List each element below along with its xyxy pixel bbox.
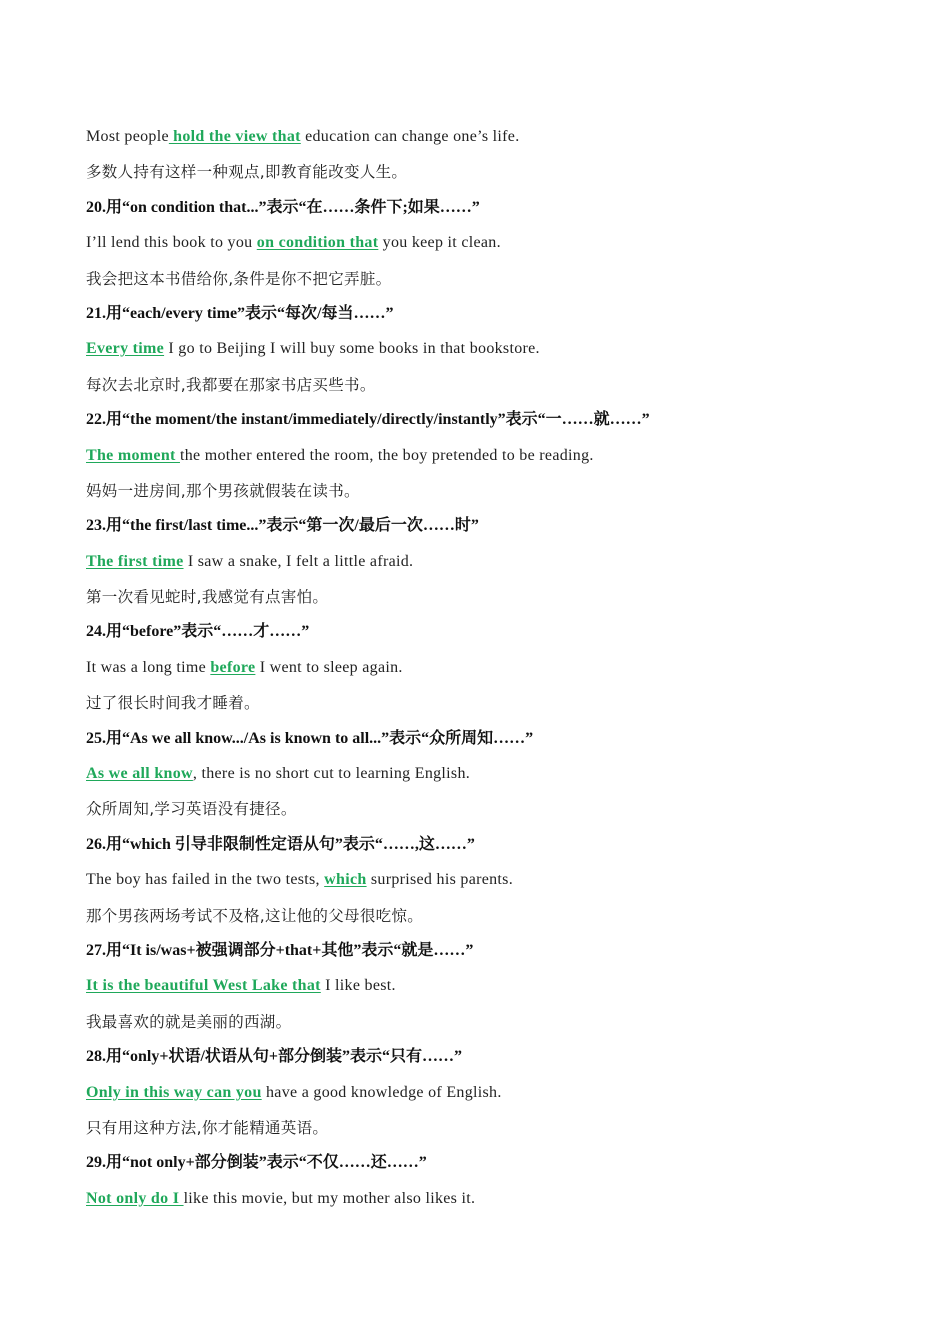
example-sentence: [86, 761, 926, 796]
document-body: [86, 124, 926, 1221]
translation-line: 每次去北京时,我都要在那家书店买些书。: [86, 375, 376, 394]
sentence-text: Most people: [86, 128, 169, 145]
sentence-text: like this movie, but my mother also likes it.: [183, 1189, 476, 1207]
section-heading-20: 20.用“on condition that...”表示“在……条件下;如果……”: [86, 198, 480, 216]
section-heading-23: 23.用“the first/last time...”表示“第一次/最后一次……时”: [86, 517, 479, 535]
translation-line: 过了很长时间我才睡着。: [86, 694, 260, 713]
section-heading-27: 27.用“It is/was+被强调部分+that+其他”表示“就是……”: [86, 941, 474, 959]
example-sentence: [86, 867, 926, 902]
highlighted-phrase: The moment: [86, 446, 180, 464]
example-sentence: [86, 1186, 926, 1221]
section-heading-21: 21.用“each/every time”表示“每次/每当……”: [86, 304, 394, 322]
example-sentence: [86, 230, 926, 265]
example-sentence: [86, 443, 926, 478]
translation-line: 那个男孩两场考试不及格,这让他的父母很吃惊。: [86, 906, 424, 925]
section-heading-22: 22.用“the moment/the instant/immediately/directly/instantly”表示“一……就……”: [86, 411, 650, 429]
example-sentence: [86, 336, 926, 371]
sentence-text: I’ll lend this book to you: [86, 234, 257, 252]
sentence-text: I like best.: [320, 977, 396, 995]
example-sentence: [86, 549, 926, 584]
example-sentence: [86, 973, 926, 1008]
highlighted-phrase: It is the beautiful West Lake that: [86, 977, 321, 995]
sentence-text: education can change one’s life.: [300, 128, 520, 145]
section-heading-24: 24.用“before”表示“……才……”: [86, 623, 310, 641]
sentence-text: I go to Beijing I will buy some books in that bookstore.: [164, 340, 540, 358]
example-sentence: [86, 655, 926, 690]
example-sentence: [86, 1080, 926, 1115]
section-heading-28: 28.用“only+状语/状语从句+部分倒装”表示“只有……”: [86, 1048, 463, 1066]
highlighted-phrase: The first time: [86, 552, 184, 570]
highlighted-phrase: Not only do I: [86, 1189, 184, 1207]
sentence-text: It was a long time: [86, 658, 211, 676]
sentence-text: , there is no short cut to learning English.: [192, 765, 471, 783]
translation-line: 只有用这种方法,你才能精通英语。: [86, 1118, 329, 1137]
highlighted-phrase: Every time: [86, 340, 165, 358]
sentence-text: the mother entered the room, the boy pretended to be reading.: [179, 446, 594, 464]
section-heading-29: 29.用“not only+部分倒装”表示“不仅……还……”: [86, 1154, 427, 1172]
translation-line: 我会把这本书借给你,条件是你不把它弄脏。: [86, 269, 392, 288]
highlighted-phrase: before: [210, 658, 256, 676]
sentence-text: you keep it clean.: [378, 234, 501, 252]
highlighted-phrase: which: [324, 871, 367, 889]
section-heading-25: 25.用“As we all know.../As is known to all...”表示“众所周知……”: [86, 729, 534, 747]
section-heading-26: 26.用“which 引导非限制性定语从句”表示“……,这……”: [86, 835, 475, 853]
sentence-text: surprised his parents.: [366, 871, 514, 889]
sentence-text: I went to sleep again.: [255, 658, 403, 676]
translation-line: 多数人持有这样一种观点,即教育能改变人生。: [86, 163, 408, 182]
highlighted-phrase: on condition that: [256, 234, 379, 252]
translation-line: 众所周知,学习英语没有捷径。: [86, 800, 297, 819]
sentence-text: have a good knowledge of English.: [261, 1083, 502, 1101]
translation-line: 我最喜欢的就是美丽的西湖。: [86, 1012, 292, 1031]
highlighted-phrase: hold the view that: [168, 128, 301, 145]
sentence-text: I saw a snake, I felt a little afraid.: [183, 552, 414, 570]
translation-line: 第一次看见蛇时,我感觉有点害怕。: [86, 588, 329, 607]
highlighted-phrase: Only in this way can you: [86, 1083, 262, 1101]
highlighted-phrase: As we all know: [86, 765, 193, 783]
example-sentence: [86, 124, 926, 159]
sentence-text: The boy has failed in the two tests,: [86, 871, 325, 889]
translation-line: 妈妈一进房间,那个男孩就假装在读书。: [86, 481, 360, 500]
